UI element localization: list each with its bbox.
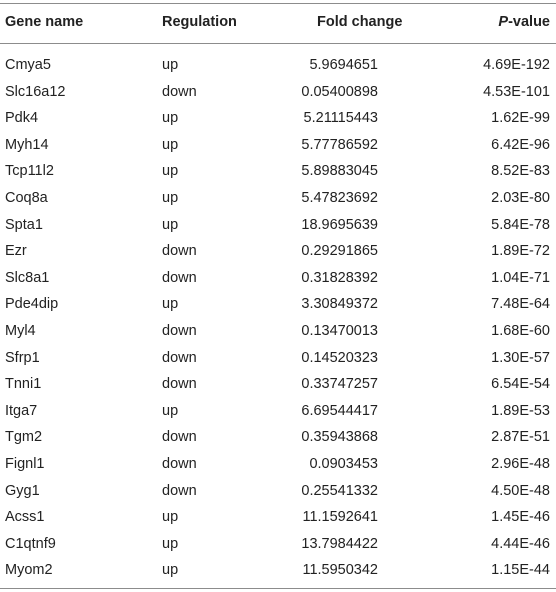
cell-gene-name: Pde4dip: [5, 296, 59, 313]
table-row: [0, 452, 556, 479]
table-row: [0, 505, 556, 532]
cell-gene-name: Spta1: [5, 216, 43, 233]
cell-regulation: down: [162, 269, 197, 286]
table-row: [0, 266, 556, 293]
cell-fold-change: 0.29291865: [301, 243, 378, 260]
table-row: [0, 425, 556, 452]
header-rule: [0, 43, 556, 44]
table-body: [0, 53, 556, 585]
cell-p-value: 5.84E-78: [491, 216, 550, 233]
table-row: [0, 159, 556, 186]
cell-p-value: 4.53E-101: [483, 83, 550, 100]
table-row: [0, 53, 556, 80]
cell-regulation: up: [162, 110, 179, 127]
table-row: [0, 558, 556, 585]
cell-regulation: up: [162, 509, 179, 526]
header-regulation: Regulation: [162, 14, 237, 30]
table-header: [0, 4, 556, 43]
cell-fold-change: 0.14520323: [301, 349, 378, 366]
table-row: [0, 213, 556, 240]
cell-fold-change: 3.30849372: [301, 296, 378, 313]
cell-gene-name: Ezr: [5, 243, 27, 260]
cell-p-value: 1.89E-72: [491, 243, 550, 260]
cell-p-value: 1.45E-46: [491, 509, 550, 526]
cell-fold-change: 0.13470013: [301, 322, 378, 339]
cell-gene-name: C1qtnf9: [5, 535, 56, 552]
cell-regulation: up: [162, 402, 179, 419]
cell-p-value: 8.52E-83: [491, 163, 550, 180]
cell-fold-change: 6.69544417: [301, 402, 378, 419]
cell-gene-name: Slc8a1: [5, 269, 50, 286]
cell-gene-name: Cmya5: [5, 57, 51, 73]
cell-regulation: down: [162, 455, 197, 472]
table-row: [0, 239, 556, 266]
cell-regulation: up: [162, 296, 179, 313]
cell-p-value: 6.42E-96: [491, 136, 550, 153]
cell-fold-change: 0.35943868: [301, 429, 378, 446]
header-p-value-italic: P: [498, 14, 509, 30]
cell-fold-change: 13.7984422: [301, 535, 378, 552]
header-p-value: [498, 14, 550, 30]
cell-gene-name: Sfrp1: [5, 349, 40, 366]
table-row: [0, 319, 556, 346]
cell-regulation: up: [162, 163, 179, 180]
table-row: [0, 133, 556, 160]
cell-regulation: down: [162, 243, 197, 260]
cell-p-value: 2.96E-48: [491, 455, 550, 472]
cell-regulation: down: [162, 429, 197, 446]
cell-regulation: down: [162, 322, 197, 339]
table-row: [0, 532, 556, 559]
cell-gene-name: Myh14: [5, 136, 49, 153]
cell-regulation: up: [162, 189, 179, 206]
cell-regulation: down: [162, 349, 197, 366]
cell-p-value: 1.89E-53: [491, 402, 550, 419]
cell-gene-name: Slc16a12: [5, 83, 66, 100]
cell-p-value: 4.69E-192: [483, 57, 550, 73]
cell-fold-change: 5.21115443: [303, 110, 378, 127]
cell-gene-name: Tnni1: [5, 376, 42, 393]
bottom-rule: [0, 588, 556, 589]
cell-p-value: 1.30E-57: [491, 349, 550, 366]
cell-p-value: 1.15E-44: [491, 562, 550, 579]
header-p-value-suffix: -value: [508, 14, 550, 30]
header-fold-change: Fold change: [317, 14, 403, 30]
cell-fold-change: 0.25541332: [301, 482, 378, 499]
cell-gene-name: Pdk4: [5, 110, 39, 127]
cell-p-value: 1.68E-60: [491, 322, 550, 339]
table-row: [0, 106, 556, 133]
cell-fold-change: 0.05400898: [301, 83, 378, 100]
cell-p-value: 2.03E-80: [491, 189, 550, 206]
cell-gene-name: Tgm2: [5, 429, 43, 446]
table-row: [0, 346, 556, 373]
table-row: [0, 186, 556, 213]
table-row: [0, 80, 556, 107]
cell-regulation: down: [162, 482, 197, 499]
cell-gene-name: Fignl1: [5, 455, 45, 472]
cell-fold-change: 11.1592641: [302, 509, 378, 526]
cell-gene-name: Acss1: [5, 509, 45, 526]
cell-p-value: 2.87E-51: [491, 429, 550, 446]
cell-fold-change: 0.0903453: [309, 455, 378, 472]
cell-fold-change: 5.9694651: [309, 57, 378, 73]
cell-p-value: 1.62E-99: [491, 110, 550, 127]
cell-p-value: 4.50E-48: [491, 482, 550, 499]
cell-fold-change: 5.89883045: [301, 163, 378, 180]
table-row: [0, 399, 556, 426]
table-row: [0, 292, 556, 319]
cell-regulation: up: [162, 535, 179, 552]
cell-p-value: 4.44E-46: [491, 535, 550, 552]
cell-p-value: 6.54E-54: [491, 376, 550, 393]
cell-p-value: 7.48E-64: [491, 296, 550, 313]
cell-regulation: down: [162, 376, 197, 393]
cell-fold-change: 11.5950342: [302, 562, 378, 579]
cell-regulation: up: [162, 57, 179, 73]
cell-regulation: up: [162, 562, 179, 579]
cell-fold-change: 18.9695639: [301, 216, 378, 233]
cell-gene-name: Myom2: [5, 562, 53, 579]
cell-regulation: up: [162, 136, 179, 153]
cell-p-value: 1.04E-71: [491, 269, 550, 286]
cell-fold-change: 5.77786592: [301, 136, 378, 153]
cell-fold-change: 0.33747257: [301, 376, 378, 393]
cell-regulation: down: [162, 83, 197, 100]
table-row: [0, 479, 556, 506]
cell-fold-change: 0.31828392: [301, 269, 378, 286]
cell-gene-name: Myl4: [5, 322, 36, 339]
table-row: [0, 372, 556, 399]
cell-gene-name: Gyg1: [5, 482, 40, 499]
cell-gene-name: Tcp11l2: [5, 163, 54, 180]
cell-gene-name: Itga7: [5, 402, 38, 419]
cell-fold-change: 5.47823692: [301, 189, 378, 206]
cell-regulation: up: [162, 216, 179, 233]
header-gene-name: Gene name: [5, 14, 84, 30]
cell-gene-name: Coq8a: [5, 189, 48, 206]
